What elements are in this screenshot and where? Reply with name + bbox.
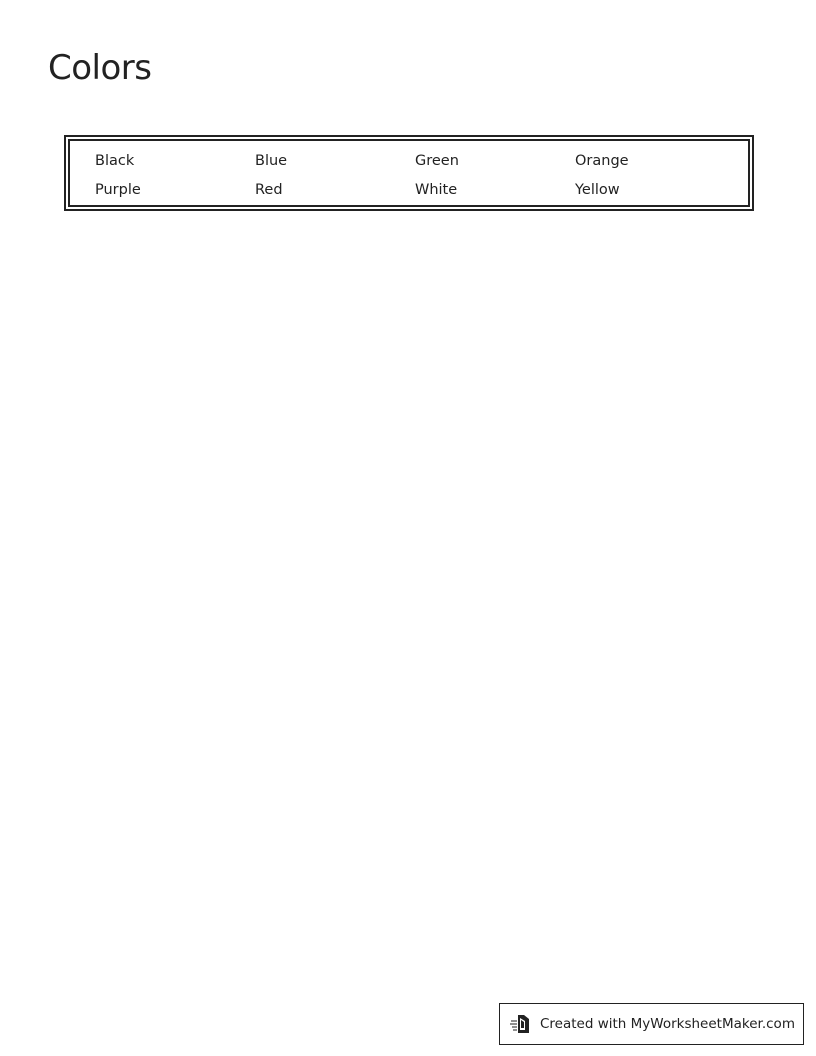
page-title: Colors	[48, 48, 152, 88]
word-bank-grid	[95, 150, 735, 208]
word-bank-item: Yellow	[575, 182, 620, 198]
word-bank-item: White	[415, 182, 458, 198]
word-bank-item: Green	[415, 153, 459, 169]
word-bank-item: Red	[255, 182, 283, 198]
footer-credit-badge[interactable]	[499, 1003, 804, 1045]
footer-credit-text: Created with MyWorksheetMaker.com	[540, 1016, 795, 1032]
word-bank-item: Orange	[575, 153, 629, 169]
myworksheetmaker-logo-icon	[510, 1012, 534, 1036]
word-bank-item: Blue	[255, 153, 288, 169]
word-bank-box	[64, 135, 754, 211]
word-bank-inner-border	[68, 139, 750, 207]
word-bank-item: Purple	[95, 182, 141, 198]
word-bank-item: Black	[95, 153, 135, 169]
